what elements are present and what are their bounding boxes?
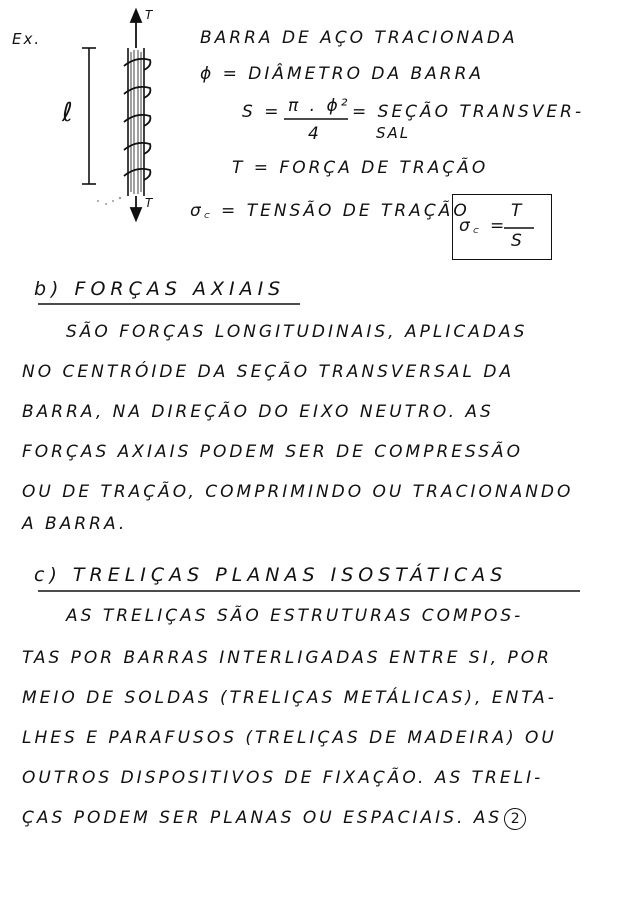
section-b-title: b) FORÇAS AXIAIS: [34, 278, 286, 300]
section-c-line-6-text: ÇAS PODEM SER PLANAS OU ESPACIAIS. AS: [22, 808, 503, 828]
section-b-line-3: BARRA, NA DIREÇÃO DO EIXO NEUTRO. AS: [22, 402, 494, 422]
steel-bar: [128, 48, 144, 196]
s-definition-line1: = SEÇÃO TRANSVER-: [352, 102, 585, 122]
page-number: 2: [504, 808, 526, 830]
length-dimension: [82, 48, 96, 184]
section-b-line-4: FORÇAS AXIAIS PODEM SER DE COMPRESSÃO: [22, 442, 524, 462]
t-definition: T = FORÇA DE TRAÇÃO: [232, 158, 489, 178]
section-c-line-3: MEIO DE SOLDAS (TRELIÇAS METÁLICAS), ENTA-: [22, 688, 557, 708]
box-formula-numerator: T: [511, 201, 525, 221]
force-top-label: T: [145, 8, 155, 22]
force-bottom-label: T: [145, 196, 155, 210]
section-c-line-2: TAS POR BARRAS INTERLIGADAS ENTRE SI, POR: [22, 648, 552, 668]
pencil-dots: [97, 197, 121, 205]
example-label: Ex.: [12, 30, 42, 48]
tension-formula-box: [452, 194, 552, 260]
sigma-definition: σ꜀ = TENSÃO DE TRAÇÃO: [190, 201, 470, 221]
arrow-down-icon: [131, 196, 141, 220]
section-b-line-1: SÃO FORÇAS LONGITUDINAIS, APLICADAS: [66, 322, 528, 342]
example-heading: BARRA DE AÇO TRACIONADA: [200, 28, 518, 48]
section-b-line-5: OU DE TRAÇÃO, COMPRIMINDO OU TRACIONANDO: [22, 482, 574, 502]
section-b-line-2: NO CENTRÓIDE DA SEÇÃO TRANSVERSAL DA: [22, 362, 515, 382]
arrow-up-icon: [131, 10, 141, 48]
box-formula-denominator: S: [511, 231, 525, 251]
section-c-line-4: LHES E PARAFUSOS (TRELIÇAS DE MADEIRA) OU: [22, 728, 557, 748]
length-label: ℓ: [62, 98, 75, 128]
section-c-line-5: OUTROS DISPOSITIVOS DE FIXAÇÃO. AS TRELI-: [22, 768, 544, 788]
s-definition-line2: SAL: [376, 124, 411, 142]
section-c-line-1: AS TRELIÇAS SÃO ESTRUTURAS COMPOS-: [66, 606, 524, 626]
s-numerator: π . ϕ²: [288, 96, 351, 116]
s-prefix: S =: [242, 102, 282, 122]
section-b-line-6: A BARRA.: [22, 514, 128, 534]
phi-definition: ϕ = DIÂMETRO DA BARRA: [200, 64, 485, 84]
s-denominator: 4: [308, 124, 322, 144]
section-c-line-6: [22, 808, 526, 830]
box-formula-left: σ꜀ =: [459, 216, 508, 236]
section-c-title: c) TRELIÇAS PLANAS ISOSTÁTICAS: [34, 564, 508, 586]
